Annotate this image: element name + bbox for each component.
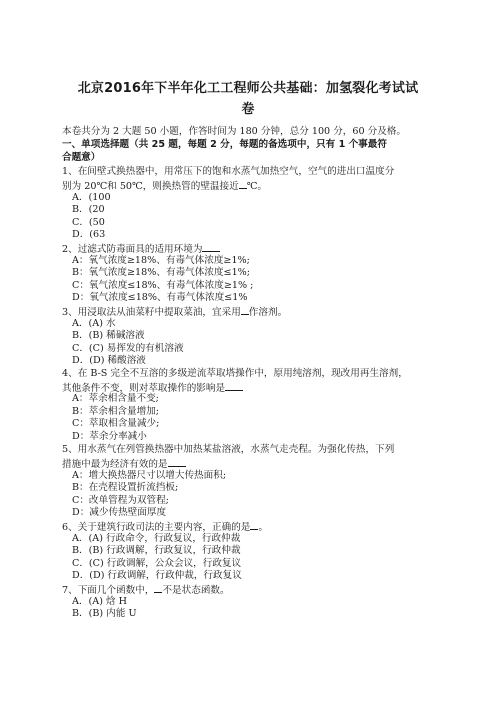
q2-stem-text: 2、过滤式防毒面具的适用环境为 (62, 244, 203, 255)
q2-option-b: B：氧气浓度≥18%、有毒气体浓度≤1%; (72, 267, 251, 278)
q7-option-a: A．(A) 焓 H (72, 596, 127, 607)
q5-option-d: D：减少传热壁面厚度 (72, 507, 167, 518)
q3-option-c: C．(C) 易挥发的有机溶液 (72, 343, 184, 354)
q1-option-b: B．(20 (72, 204, 105, 215)
q7-stem (62, 583, 230, 597)
answer-blank (241, 305, 249, 315)
q1-option-c: C．(50 (72, 217, 105, 228)
q1-option-d: D．(63 (72, 229, 106, 240)
q1-stem-text: 别为 20℃和 50℃，则换热管的壁温接近 (62, 181, 239, 192)
q4-stem-line1: 4、在 B-S 完全不互溶的多级逆流萃取塔操作中，原用纯溶剂，现改用再生溶剂， (62, 368, 408, 379)
document-title-line1: 北京2016年下半年化工工程师公共基础：加氢裂化考试试 (77, 81, 419, 96)
q3-option-b: B．(B) 稀碱溶液 (72, 330, 145, 341)
q6-option-c: C．(C) 行政调解，公众会议，行政复议 (72, 558, 242, 569)
q3-option-a: A．(A) 水 (72, 318, 116, 329)
q6-stem-tail: 。 (258, 522, 268, 533)
q3-stem-text: 3、用浸取法从油菜籽中提取菜油，宜采用 (62, 307, 241, 318)
q1-stem-line2 (62, 179, 267, 193)
exam-intro: 本卷共分为 2 大题 50 小题，作答时间为 180 分钟，总分 100 分，60 分及格。 (62, 126, 407, 137)
section-heading-line2: 合题意） (62, 152, 101, 163)
section-heading-line1: 一、单项选择题（共 25 题，每题 2 分，每题的备选项中，只有 1 个事最符 (62, 139, 387, 150)
q4-option-b: B：萃余相含量增加; (72, 406, 160, 417)
q5-option-a: A：增大换热器尺寸以增大传热面积; (72, 470, 227, 481)
q5-stem-text: 措施中最为经济有效的是 (62, 459, 168, 470)
q3-option-d: D．(D) 稀酸溶液 (72, 355, 146, 366)
q5-stem-line1: 5、用水蒸气在列管换热器中加热某盐溶液，水蒸气走壳程。为强化传热，下列 (62, 444, 395, 455)
q6-option-d: D．(D) 行政调解，行政仲裁，行政复议 (72, 570, 242, 581)
q6-option-b: B．(B) 行政调解，行政复议，行政仲裁 (72, 545, 241, 556)
q2-option-a: A：氧气浓度≥18%、有毒气体浓度≥1%; (72, 255, 250, 266)
q3-stem-tail: 作溶剂。 (248, 307, 288, 318)
answer-blank (239, 179, 247, 189)
q2-option-d: D：氧气浓度≤18%、有毒气体浓度≤1% (72, 292, 248, 303)
q1-stem-tail: ℃。 (246, 181, 268, 192)
q6-stem-text: 6、关于建筑行政司法的主要内容，正确的是 (62, 522, 251, 533)
q7-stem-text: 7、下面几个函数中， (62, 585, 155, 596)
q5-option-b: B：在壳程设置折流挡板; (72, 482, 179, 493)
q7-stem-tail: 不是状态函数。 (162, 585, 230, 596)
q4-option-c: C：萃取相含量减少; (72, 418, 160, 429)
q1-stem-line1: 1、在间壁式换热器中，用常压下的饱和水蒸气加热空气，空气的进出口温度分 (62, 166, 395, 177)
q5-option-c: C：改单管程为双管程; (72, 495, 169, 506)
answer-blank (202, 242, 220, 252)
q7-option-b: B．(B) 内能 U (72, 608, 137, 619)
q4-stem-text: 其他条件不变，则对萃取操作的影响是 (62, 383, 226, 394)
q4-option-a: A：萃余相含量不变; (72, 393, 159, 404)
document-title-line2: 卷 (241, 102, 255, 117)
q4-option-d: D：萃余分率减小 (72, 431, 147, 442)
q5-stem-line2 (62, 457, 186, 471)
q2-option-c: C：氧气浓度≤18%、有毒气体浓度≥1% ; (72, 280, 254, 291)
answer-blank (225, 381, 243, 391)
q6-stem (62, 520, 268, 534)
q2-stem (62, 242, 220, 256)
answer-blank (168, 457, 186, 467)
q3-stem (62, 305, 287, 319)
q1-option-a: A．(100 (72, 192, 111, 203)
q6-option-a: A．(A) 行政命令，行政复议，行政仲裁 (72, 533, 241, 544)
